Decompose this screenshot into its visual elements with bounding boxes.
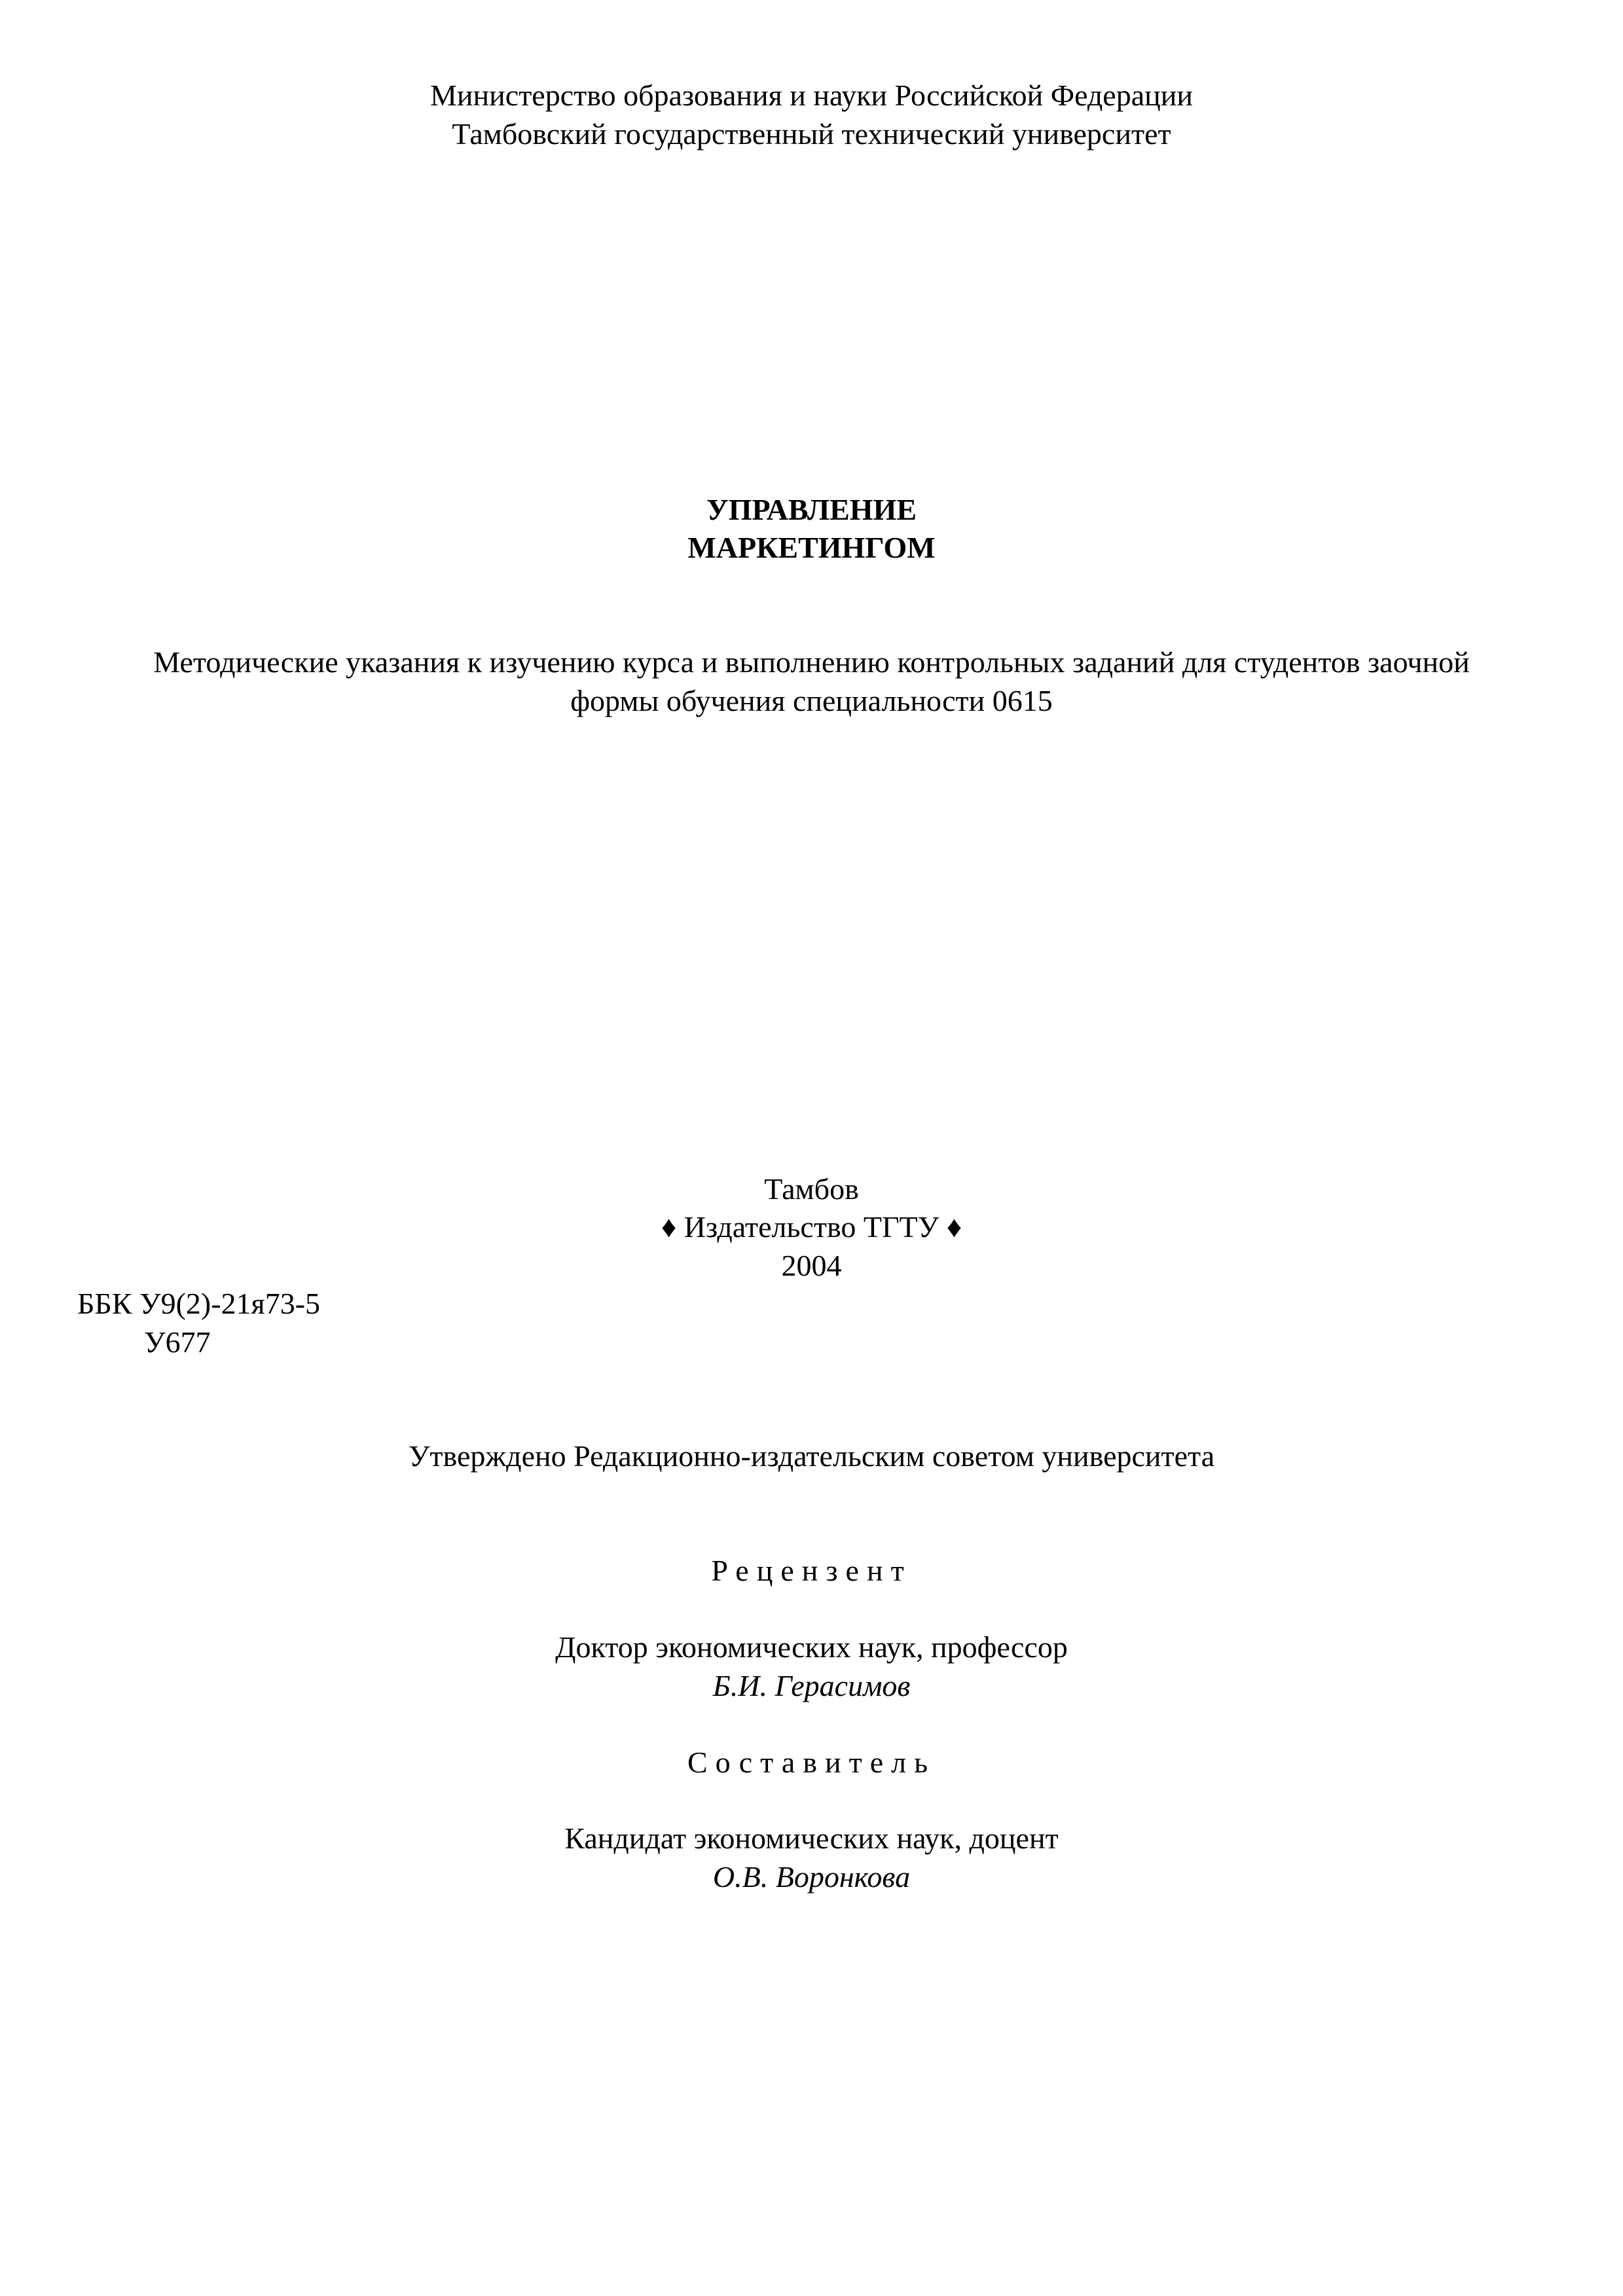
university-line: Тамбовский государственный технический университет [452,117,1171,151]
compiler-title: Кандидат экономических наук, доцент [564,1821,1059,1855]
subtitle-line-2: формы обучения специальности 0615 [570,684,1053,717]
reviewer-title: Доктор экономических наук, профессор [555,1630,1068,1664]
title-line-2: МАРКЕТИНГОМ [687,531,936,564]
imprint-year: 2004 [781,1249,842,1282]
imprint-city: Тамбов [764,1172,859,1206]
bbk-code: ББК У9(2)-21я73-5 [77,1287,321,1320]
title-line-1: УПРАВЛЕНИЕ [706,493,917,526]
compiler-heading: Составитель [687,1746,936,1779]
imprint-publisher: ♦ Издательство ТГТУ ♦ [661,1210,962,1244]
author-sign-code: У677 [144,1325,211,1359]
compiler-name: О.В. Воронкова [712,1860,911,1893]
subtitle-line-1: Методические указания к изучению курса и выполнению контрольных заданий для студентов заочной [153,645,1470,679]
reviewer-name: Б.И. Герасимов [712,1669,911,1702]
ministry-line: Министерство образования и науки Российской Федерации [430,79,1193,112]
approval-line: Утверждено Редакционно-издательским советом университета [408,1439,1215,1473]
reviewer-heading: Рецензент [711,1554,912,1587]
